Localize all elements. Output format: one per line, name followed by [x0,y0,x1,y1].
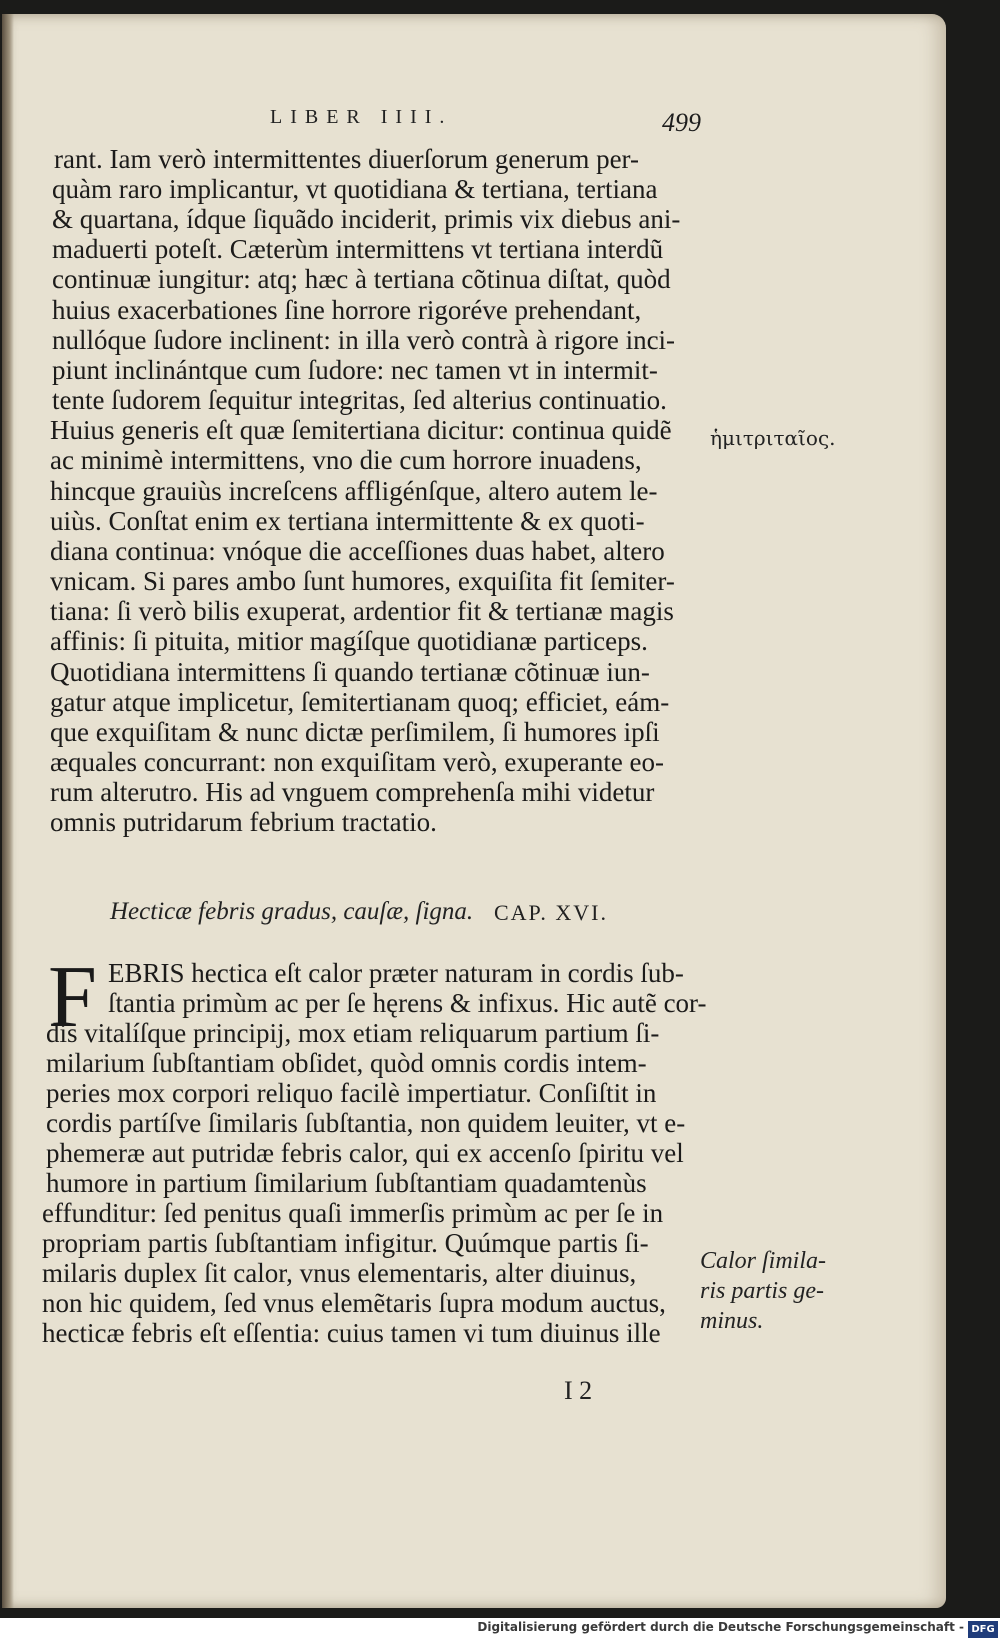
text-line: tente ſudorem ſequitur integritas, ſed alterius continuatio. [52,385,667,415]
book-page [2,14,946,1608]
text-line: milarium ſubſtantiam obſidet, quòd omnis cordis intem- [46,1048,647,1078]
text-line: hecticæ febris eſt eſſentia: cuius tamen vi tum diuinus ille [42,1318,661,1348]
text-line: vnicam. Si pares ambo ſunt humores, exquiſita fit ſemiter- [50,566,675,596]
margin-note-greek: ἡμιτριταῖος. [710,426,836,450]
chapter-number: CAP. XVI. [494,900,608,925]
footer-bar [0,1618,1000,1643]
text-line: phemeræ aut putridæ febris calor, qui ex accenſo ſpiritu vel [46,1138,684,1168]
text-line: ac minimè intermittens, vno die cum horrore inuadens, [50,445,642,475]
text-line: cordis partíſve ſimilaris ſubſtantia, non quidem leuiter, vt e- [46,1108,686,1138]
running-head: LIBER IIII. [270,106,453,128]
text-line: uiùs. Conſtat enim ex tertiana intermittente & ex quoti- [50,506,645,536]
dfg-logo-icon: DFG [968,1621,998,1638]
text-line: quàm raro implicantur, vt quotidiana & tertiana, tertiana [52,174,658,204]
text-line: Quotidiana intermittens ſi quando tertianæ cõtinuæ iun- [50,657,650,687]
footer-credit: Digitalisierung gefördert durch die Deutsche Forschungsgemeinschaft - [477,1620,964,1634]
text-line: que exquiſitam & nunc dictæ perſimilem, ſi humores ipſi [50,717,660,747]
text-line: non hic quidem, ſed vnus elemẽtaris ſupra modum auctus, [42,1288,666,1318]
text-line: affinis: ſi pituita, mitior magíſque quotidianæ particeps. [50,626,648,656]
margin-note-calor: Calor ſimila- [700,1248,827,1274]
text-line: Huius generis eſt quæ ſemitertiana dicitur: continua quidẽ [50,415,672,445]
text-line: maduerti poteſt. Cæterùm intermittens vt tertiana interdũ [52,234,664,264]
text-line: gatur atque implicetur, ſemitertianam quoq; efficiet, eám- [50,687,670,717]
page-gutter-shadow [2,14,14,1608]
margin-note-calor: minus. [700,1308,764,1334]
text-line: humore in partium ſimilarium ſubſtantiam quadamtenùs [46,1168,647,1198]
text-line: ſtantia primùm ac per ſe hęrens & infixus. Hic autẽ cor- [108,988,707,1018]
text-line: æquales concurrant: non exquiſitam verò, exuperante eo- [50,747,665,777]
page-number: 499 [662,108,701,137]
text-line: omnis putridarum febrium tractatio. [50,807,437,837]
text-line: hincque grauiùs increſcens affligénſque, altero autem le- [50,476,658,506]
text-line: rant. Iam verò intermittentes diuerſorum generum per- [54,144,639,174]
text-line: tiana: ſi verò bilis exuperat, ardentior fit & tertianæ magis [50,596,674,626]
text-line: peries mox corpori reliquo facilè impertiatur. Conſiſtit in [46,1078,657,1108]
text-line: dis vitalíſque principij, mox etiam reliquarum partium ſi- [46,1018,660,1048]
text-line: EBRIS hectica eſt calor præter naturam in cordis ſub- [108,958,684,988]
chapter-title: Hecticæ febris gradus, cauſæ, ſigna. [110,898,474,925]
drop-cap: F [48,949,97,1046]
text-line: rum alterutro. His ad vnguem comprehenſa mihi videtur [50,777,655,807]
text-line: nullóque ſudore inclinent: in illa verò contrà à rigore inci- [52,325,676,355]
text-line: diana continua: vnóque die acceſſiones duas habet, altero [50,536,665,566]
text-line: piunt inclinántque cum ſudore: nec tamen vt in intermit- [52,355,658,385]
text-line: propriam partis ſubſtantiam infigitur. Quúmque partis ſi- [42,1228,649,1258]
text-line: & quartana, ídque ſiquãdo inciderit, primis vix diebus ani- [52,204,681,234]
signature-mark: I 2 [564,1376,593,1405]
text-line: continuæ iungitur: atq; hæc à tertiana cõtinua diſtat, quòd [52,264,671,294]
text-line: effunditur: ſed penitus quaſi immerſis primùm ac per ſe in [42,1198,664,1228]
margin-note-calor: ris partis ge- [700,1278,825,1304]
text-line: milaris duplex ſit calor, vnus elementaris, alter diuinus, [42,1258,637,1288]
text-line: huius exacerbationes ſine horrore rigoréve prehendant, [52,295,642,325]
